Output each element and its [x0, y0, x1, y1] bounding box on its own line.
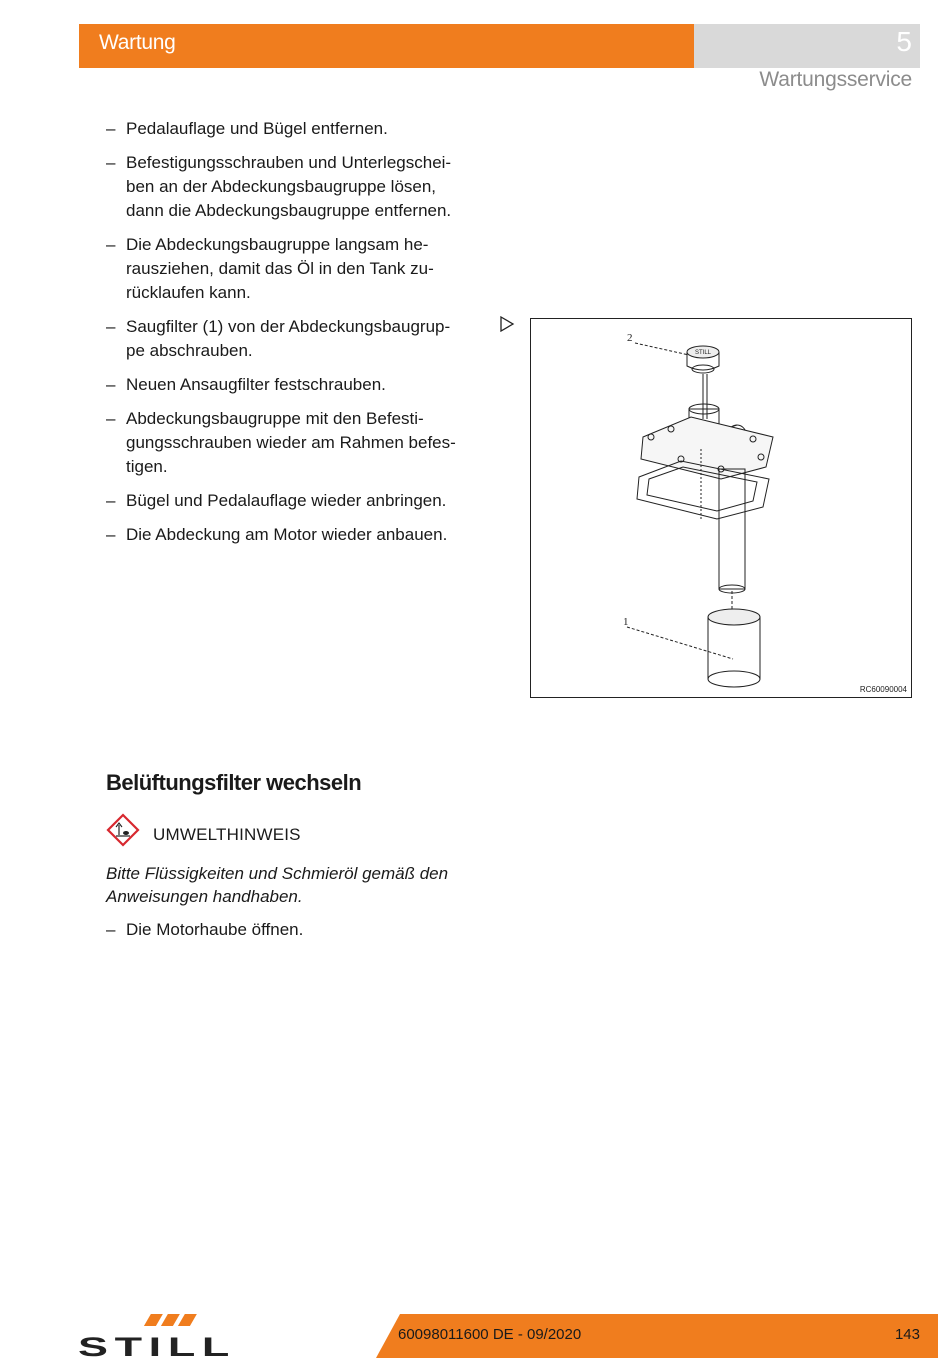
logo-wordmark: STILL — [78, 1332, 236, 1358]
step-item — [106, 523, 506, 547]
still-logo — [78, 1312, 236, 1358]
dash-bullet: – — [106, 409, 116, 428]
step-item — [106, 373, 506, 397]
section-heading: Belüftungsfilter wechseln — [106, 770, 362, 795]
chapter-title: Wartung — [99, 31, 176, 54]
dash-bullet: – — [106, 119, 116, 138]
dash-bullet: – — [106, 153, 116, 172]
callout-2: 2 — [627, 332, 633, 344]
step-text: Die Abdeckungsbaugruppe langsam he- rausziehen, damit das Öl in den Tank zu- rücklaufen kann. — [126, 235, 434, 302]
step-item — [106, 315, 506, 363]
header-grey-band — [660, 24, 920, 68]
step-text: Abdeckungsbaugruppe mit den Befesti- gungsschrauben wieder am Rahmen befes- tigen. — [126, 409, 456, 476]
step-item — [106, 233, 506, 305]
document-number: 60098011600 DE - 09/2020 — [398, 1326, 582, 1343]
environment-warning-icon — [106, 813, 140, 847]
step-item — [106, 117, 506, 141]
section-subtitle: Wartungsservice — [759, 68, 912, 91]
page-number: 143 — [894, 1326, 920, 1343]
step-item — [106, 918, 303, 942]
step-item — [106, 489, 506, 513]
dash-bullet: – — [106, 525, 116, 544]
step-item — [106, 407, 506, 479]
dash-bullet: – — [106, 235, 116, 254]
step-list — [106, 117, 506, 557]
figure-code: RC60090004 — [859, 685, 907, 694]
step-text: Die Motorhaube öffnen. — [126, 920, 304, 939]
step-text: Die Abdeckung am Motor wieder anbauen. — [126, 525, 448, 544]
filter-assembly-illustration — [531, 319, 913, 699]
step-text: Saugfilter (1) von der Abdeckungsbaugrup- pe abschrauben. — [126, 317, 451, 360]
step-text: Pedalauflage und Bügel entfernen. — [126, 119, 388, 138]
notice-text: Bitte Flüssigkeiten und Schmieröl gemäß den Anweisungen handhaben. — [106, 864, 449, 906]
dash-bullet: – — [106, 317, 116, 336]
exploded-view-figure — [530, 318, 912, 698]
cap-logo: STILL — [695, 350, 712, 356]
step-text: Bügel und Pedalauflage wieder anbringen. — [126, 491, 447, 510]
step-text: Befestigungsschrauben und Unterlegschei- ben an der Abdeckungsbaugruppe lösen, dann die Abdeckungsbaugruppe entfernen. — [126, 153, 452, 220]
figure-pointer-icon — [499, 316, 515, 332]
chapter-number: 5 — [896, 26, 912, 57]
dash-bullet: – — [106, 375, 116, 394]
notice-label: UMWELTHINWEIS — [153, 825, 301, 844]
dash-bullet: – — [106, 920, 116, 939]
step-item — [106, 151, 506, 223]
step-text: Neuen Ansaugfilter festschrauben. — [126, 375, 386, 394]
callout-1: 1 — [623, 616, 629, 628]
dash-bullet: – — [106, 491, 116, 510]
